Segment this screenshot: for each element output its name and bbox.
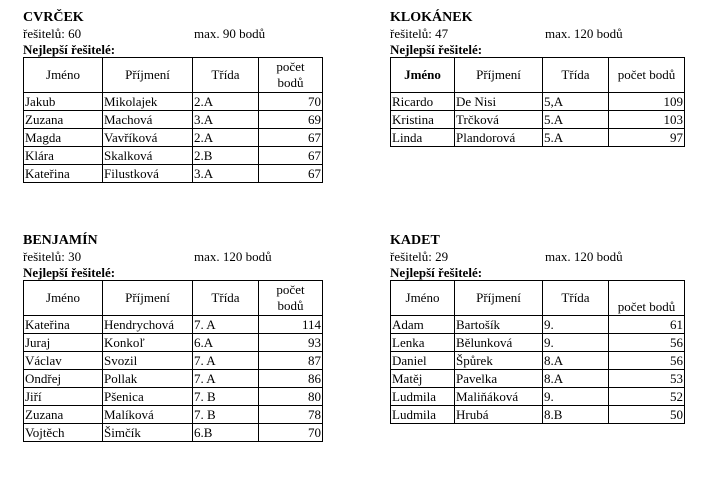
first-name: Jakub <box>24 93 103 111</box>
class: 5,A <box>543 93 609 111</box>
results-table <box>23 57 323 183</box>
class: 5.A <box>543 129 609 147</box>
header-last-name: Příjmení <box>455 281 543 316</box>
class: 8.A <box>543 352 609 370</box>
last-name: Svozil <box>103 352 193 370</box>
max-points: max. 120 bodů <box>545 26 623 41</box>
table-header-row <box>24 281 323 316</box>
table-row <box>24 111 323 129</box>
section-cvrcek <box>23 10 323 183</box>
table-header-row <box>391 58 685 93</box>
table-row <box>24 316 323 334</box>
table-row <box>24 147 323 165</box>
table-row <box>391 129 685 147</box>
best-solvers-label: Nejlepší řešitelé: <box>23 265 116 280</box>
last-name: Hrubá <box>455 406 543 424</box>
table-row <box>391 388 685 406</box>
points: 86 <box>259 370 323 388</box>
last-name: Hendrychová <box>103 316 193 334</box>
section-title: KLOKÁNEK <box>390 10 473 25</box>
header-last-name: Příjmení <box>103 281 193 316</box>
table-row <box>391 370 685 388</box>
first-name: Linda <box>391 129 455 147</box>
points: 67 <box>259 129 323 147</box>
last-name: Bělunková <box>455 334 543 352</box>
header-last-name: Příjmení <box>103 58 193 93</box>
first-name: Vojtěch <box>24 424 103 442</box>
section-title: BENJAMÍN <box>23 233 98 248</box>
max-points: max. 120 bodů <box>194 249 272 264</box>
table-row <box>391 316 685 334</box>
points: 80 <box>259 388 323 406</box>
points: 109 <box>609 93 685 111</box>
class: 7. A <box>193 370 259 388</box>
table-row <box>391 352 685 370</box>
points: 67 <box>259 147 323 165</box>
class: 9. <box>543 316 609 334</box>
points: 69 <box>259 111 323 129</box>
table-header-row <box>391 281 685 316</box>
class: 3.A <box>193 165 259 183</box>
first-name: Kateřina <box>24 165 103 183</box>
section-title: KADET <box>390 233 440 248</box>
last-name: Šimčík <box>103 424 193 442</box>
last-name: Machová <box>103 111 193 129</box>
first-name: Lenka <box>391 334 455 352</box>
results-table <box>390 57 685 147</box>
table-row <box>391 111 685 129</box>
header-points: počet bodů <box>259 58 323 93</box>
points: 70 <box>259 93 323 111</box>
first-name: Ludmila <box>391 388 455 406</box>
section-benjamin <box>23 233 323 442</box>
class: 7. B <box>193 406 259 424</box>
first-name: Kristina <box>391 111 455 129</box>
first-name: Ondřej <box>24 370 103 388</box>
class: 8.A <box>543 370 609 388</box>
best-solvers-label: Nejlepší řešitelé: <box>390 42 483 57</box>
last-name: De Nisi <box>455 93 543 111</box>
points: 50 <box>609 406 685 424</box>
max-points: max. 120 bodů <box>545 249 623 264</box>
last-name: Mikolajek <box>103 93 193 111</box>
solver-count: řešitelů: 30 <box>23 249 82 264</box>
class: 7. A <box>193 316 259 334</box>
header-last-name: Příjmení <box>455 58 543 93</box>
class: 6.A <box>193 334 259 352</box>
section-klokanek <box>390 10 685 147</box>
last-name: Filustková <box>103 165 193 183</box>
class: 5.A <box>543 111 609 129</box>
header-points: počet bodů <box>259 281 323 316</box>
header-class: Třída <box>193 281 259 316</box>
header-first-name: Jméno <box>391 58 455 93</box>
last-name: Maliňáková <box>455 388 543 406</box>
max-points: max. 90 bodů <box>194 26 266 41</box>
points: 70 <box>259 424 323 442</box>
points: 87 <box>259 352 323 370</box>
results-table <box>23 280 323 442</box>
points: 56 <box>609 352 685 370</box>
solver-count: řešitelů: 29 <box>390 249 449 264</box>
table-row <box>24 388 323 406</box>
first-name: Matěj <box>391 370 455 388</box>
first-name: Ricardo <box>391 93 455 111</box>
header-first-name: Jméno <box>24 281 103 316</box>
table-row <box>24 370 323 388</box>
results-table <box>390 280 685 424</box>
section-title: CVRČEK <box>23 10 84 25</box>
best-solvers-label: Nejlepší řešitelé: <box>390 265 483 280</box>
points: 67 <box>259 165 323 183</box>
points: 103 <box>609 111 685 129</box>
last-name: Konkoľ <box>103 334 193 352</box>
header-first-name: Jméno <box>391 281 455 316</box>
table-row <box>391 334 685 352</box>
header-first-name: Jméno <box>24 58 103 93</box>
class: 9. <box>543 388 609 406</box>
section-kadet <box>390 233 685 424</box>
table-row <box>24 406 323 424</box>
table-row <box>24 165 323 183</box>
table-row <box>24 93 323 111</box>
class: 8.B <box>543 406 609 424</box>
class: 9. <box>543 334 609 352</box>
class: 2.A <box>193 93 259 111</box>
points: 114 <box>259 316 323 334</box>
first-name: Zuzana <box>24 406 103 424</box>
table-row <box>24 352 323 370</box>
first-name: Václav <box>24 352 103 370</box>
header-class: Třída <box>543 58 609 93</box>
first-name: Daniel <box>391 352 455 370</box>
points: 52 <box>609 388 685 406</box>
table-row <box>391 93 685 111</box>
solver-count: řešitelů: 60 <box>23 26 82 41</box>
class: 7. A <box>193 352 259 370</box>
first-name: Juraj <box>24 334 103 352</box>
class: 7. B <box>193 388 259 406</box>
first-name: Adam <box>391 316 455 334</box>
first-name: Klára <box>24 147 103 165</box>
header-points: počet bodů <box>609 58 685 93</box>
first-name: Magda <box>24 129 103 147</box>
first-name: Jiří <box>24 388 103 406</box>
points: 56 <box>609 334 685 352</box>
solver-count: řešitelů: 47 <box>390 26 449 41</box>
class: 2.A <box>193 129 259 147</box>
last-name: Plandorová <box>455 129 543 147</box>
table-row <box>24 129 323 147</box>
best-solvers-label: Nejlepší řešitelé: <box>23 42 116 57</box>
class: 3.A <box>193 111 259 129</box>
table-header-row <box>24 58 323 93</box>
last-name: Pollak <box>103 370 193 388</box>
last-name: Malíková <box>103 406 193 424</box>
last-name: Vavříková <box>103 129 193 147</box>
points: 53 <box>609 370 685 388</box>
points: 97 <box>609 129 685 147</box>
header-points: počet bodů <box>609 281 685 316</box>
last-name: Trčková <box>455 111 543 129</box>
last-name: Pavelka <box>455 370 543 388</box>
last-name: Pšenica <box>103 388 193 406</box>
last-name: Špůrek <box>455 352 543 370</box>
first-name: Ludmila <box>391 406 455 424</box>
last-name: Bartošík <box>455 316 543 334</box>
points: 61 <box>609 316 685 334</box>
table-row <box>24 334 323 352</box>
table-row <box>391 406 685 424</box>
header-class: Třída <box>193 58 259 93</box>
points: 78 <box>259 406 323 424</box>
class: 6.B <box>193 424 259 442</box>
last-name: Skalková <box>103 147 193 165</box>
class: 2.B <box>193 147 259 165</box>
points: 93 <box>259 334 323 352</box>
table-row <box>24 424 323 442</box>
first-name: Zuzana <box>24 111 103 129</box>
header-class: Třída <box>543 281 609 316</box>
first-name: Kateřina <box>24 316 103 334</box>
